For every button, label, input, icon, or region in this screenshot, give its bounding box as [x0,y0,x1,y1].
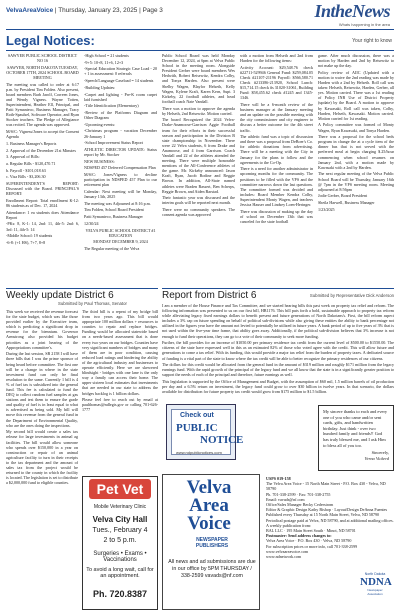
report-body [162,303,394,401]
legal-text: The next regular meeting of the Velva Public School Board will be Thursday, January 16th @ 7pm in the VPS meeting room. Meeting adjourned at 8:56pm [318,171,394,192]
legal-notices-title: Legal Notices: [6,33,95,48]
report-byline: Submitted by Representative Dick Anderson [309,293,394,298]
legal-text: M/S/C: Vigness/Jones to accept the Consent Agenda [6,129,79,140]
pet-vet-note: To avoid a long wait, call for an appointment. [86,567,154,579]
legal-column-4 [240,53,313,285]
legal-text: Jodie Gerber, Board President [318,193,368,199]
usps-address: The Velva Area Voice - 15 North Main Street - P.O. Box 430 - Velva, ND 58790 [266,481,386,492]
legal-text: b. Payroll - $101,018.63 [6,167,46,173]
usps-staff-3: Published every Thursday at 15 North Main Street, Velva, ND 58790 [266,512,380,518]
separator: | [53,7,59,14]
legal-text: -School Improvement Status Report [84,140,144,146]
weekly-update-byline: Submitted by Paul Thomas, Senator [58,301,127,306]
legal-text: 1/23/2025 [318,206,335,212]
legal-text: -Review of the Platforms Diagram and Other Diagram [84,110,157,121]
legal-column-5 [318,53,394,285]
legal-text: -Title Identification (Elementary) [84,103,139,109]
weekly-text: My second bill would create a sales tax release for large investments in animal ag facilities. The bill would allow someone who spends over $150,000 in a year on construction or repair of an animal agriculture facility to turn in their receipts to the tax department and the amount of sales tax from the project would be returned to the county in which the facility is located. The legislation is set to distribute a $2,000,000 fund to eligible counties. [6,429,79,486]
legal-text: The meeting was Adjourned at 8:16 p.m. [84,200,151,206]
legal-text: SAWYER PUBLIC SCHOOL DISTRICT NO 16 [7,53,78,64]
ndna-logo [360,572,390,606]
weekly-update-title: Weekly update District 6 [6,290,114,301]
legal-text: Calendar: Next meeting will be Monday, January 13th, 2025 [84,188,157,200]
legal-column-2 [84,53,157,285]
public-notice-line1: PUBLIC [176,422,218,434]
in-the-news-logo: IntheNews [314,1,390,21]
usps-staff-6: BAL LLC · 195 Main Street South · Minot, ND 58701 [266,528,356,534]
legal-text: Sheila Harwell, Business Manager [318,200,375,206]
legal-text: -6-8: (+1 HS), 7+7, 8+8 [6,239,46,245]
legal-text: -Special Education Strategic Case Load - 20 + 1 in assessment: 0 referrals [84,66,157,77]
vv-logo-voice: Voice [187,513,231,534]
legal-text: c. Visa Bills - $3,206.30 [6,174,46,180]
legal-text: The board Recognized the 2024 Velva-Drake-Anamoose-Garrison Aggie Football team for their efforts in their successful season and participation in the Division B state championship in November. There were 22 Velva students, 6 from Drake and Anamoose, and 4 from Garrison. Coach Vandall and 22 of the athletes attended the meeting. There were multiple honorable mentions of the All-Conference athletes of the game. Mr. Kirkeby announced: Jason Kraft, Ryan, Jacob Bodine and Reggie Brown. In addition, All-State named athletes were Braden Bassert, Ben Scherps, Reggie Brown, and Aiden Barstad. [162,117,235,194]
legal-text: There will be a 6-month review of the business manager at the January meeting and an update on the possible meeting with the city commissioner and city engineer to discuss a better outcome for the 4th street traffic. [240,102,313,133]
vv-newspaper: NEWSPAPER [196,537,228,543]
legal-text: Their fantastic year was discussed and the interim goals will be reported next month. [162,195,235,206]
vv-logo-area: Area [189,495,229,516]
weekly-text: This week we received the revenue forecast for the state budget, which was like those provided earlier by the Executive team, which is predicting a significant drop in revenue for the biennium. Governor Armstrong also provided his budget priorities as a joint hearing of the Appropriations committee's. [6,309,78,350]
legal-text: -PKs: 8, K-1: 14, 2nd: 11, 4th-5: 2nd: 6, 3rd: 11, 4th-5: 14 [6,221,79,232]
legal-text: MONDAY DECEMBER 9, 2024 [93,239,148,245]
legal-text: a. Regular Bills - $120,470.71 [6,160,56,166]
public-notice-line2: NOTICE [200,434,244,446]
legal-text: Attendance: 1 ea students does Attendance Report [6,209,79,220]
paper-name: VelvaAreaVoice [6,7,54,14]
pet-vet-time: 2 to 5 p.m. [103,537,137,544]
pet-vet-location: Velva City Hall [92,515,148,524]
legal-text: There was a motion to approve the agenda by Helseth, 2nd Reisewitz. Motion carried. [162,105,235,116]
thank-you-card [318,405,394,471]
header-divider [6,29,394,30]
ndna-line2: NDNA [360,576,392,588]
weekly-update-header [6,288,158,300]
report-text: The dollars for this credit would be allocated from the general fund in the amount of $319 million and roughly $171 million from the legacy earnings fund. With the rapid growth of the principal of the legacy fund and we all know that the state is in a significantly greater position to support the needs of each of the principal and therefore, future earnings as well. [162,362,394,378]
legal-text: ATHLETIC DIRECTOR UPDATE: Status report by Mr. Stocker [84,146,157,158]
legal-text: There was a proposal for the school beds program in change the at a cycle item of the dinner bus that is not served with the preferred meal at begin charging $.25/hour commencing when school resumes on January 2nd, with a motion made by Kawasaki with a 2nd by Harden. [318,134,394,170]
weekly-column-2 [82,309,158,475]
report-header [162,288,394,300]
legal-text: -Speech/Language Caseload = 14 students [84,78,154,84]
legal-text: A Policy committee was formed of Monty Wagen, Ryan Kawasaki, and Tonya Harden. [318,122,394,133]
legal-text: Patti Symanieco, Business Manager [84,214,143,220]
weekly-text: The third bill is a repeat of my bridge bill from two years ago. This bill would appropriate 100 million dollars + resources to counties to repair and replace bridges. Funding would be allocated statewide based on a needs-based assessment that is done every two years on our bridges. Counties have very significant numbers of bridges and many of them are in poor condition, causing reduced load ratings and hindering the ability of the agricultural industry and businesses to operate efficiently. Here we are skewered blindsight - bridges with one lane is the only way a family can access their home. The upper sixteen local estimates that investments that are needed in our state to address the bridges backlog is 1 billion dollars. [82,309,158,396]
legal-text: The athletic fund was a topic of discussion and there was a proposal from DeBoer's Co. for athletic donations from advertising. There will be a meeting with the City in January for the plans to follow and the agreements to the Co-Op. [240,134,313,165]
ndna-line3: Newspaper Association [367,588,383,596]
legal-text: -Christmas program - vacation December 26-January 1 [84,128,157,139]
legal-text: M/S/C: Jones/Vigness to decline participation in NDSPED 457 Plan to our retirement plan [84,172,157,188]
usps-staff-4: Periodical postage paid at Velva, ND 58790, and at additional mailing offices. [266,517,394,523]
usps-subscriptions: For subscription prices or more info, call 701-338-2599 [266,543,358,549]
report-text: This legislation is supported by the Office of Management and Budget, with the assumption of $60 mil, 1.5 million barrels of oil production per day and a 6.5% return on investment, the legacy fund could grow to over $30 billion in twelve years. In that scenario, the dollars available for distribution for future property tax credit would grow from $175 million to $1.5 billion. [162,379,394,395]
legal-text: -Upcoming events: [84,121,116,127]
legal-text: Policy review of AIIC (Updated with a motion to waive the 2nd reading was made by Harden with a 2nd by Helseth. Roll call was taken: Helseth, Reisewitz, Harden, Gerber, all yes. Motion carried. There was a 1st reading of Policy INB Use of District Property (update) by the Board. A motion to approve by Kawasaki, Roll call was taken, Colby, Harden, Helseth, Kawasaki. Motion carried. Motion carried for 1st reading. [318,69,394,121]
legal-column-3 [162,53,235,285]
legal-text: -Middle School: 19 students [6,233,53,239]
legal-text: Activity Account: $29,548.76 check #22711-529946 General Fund: $259,084.05 Check #21107-21196 Payroll: $566,580.71 Check #213386-213920, School Lunch: $15,714.15 check #s 31020-31061, Building Fund: $58,455.62 check #1245 and 1345-1346. [240,64,313,101]
legal-column-1 [6,53,79,285]
weekly-text: During the last session, SB 2158 I will have three bills that I was the prime sponsor of being heard before committee. The first one will be a change in where in the state investment fund can only be final resolution to the same. Currently 1 bill is 4 % of fuel tax is subsidized into the general fund. This fee is calculated to fund the DEQ to collect random fuel samples at gas stations and test them to ensure the grade and quality of fuel is in least equal to what is advertised as being sold. My bill will move this revenue from the general fund in the Department of Environmental Quality, who are the ones doing the inspections. [6,351,78,428]
pet-vet-phone[interactable]: Ph. 720.8387 [92,589,148,599]
report-text: I am a member of the House Finance and Tax Committee, and we started hearing bills this past week on property tax relief and reform. The following information was presented to us on our first bill, HB1176. This bill puts forth a bold, sustainable approach to property tax reform while alleviating legacy fixed earnings dollars to benefit present and future generations of North Dakotans's. First, the bill reform aspect includes a 3% cap on future spending on behalf of political sub-divisions while also giving these entities the ability to bank percentage not utilized in the figures year have the amount not levied to potentially be utilized in future years. A bank period of up to five years of 3% that is not used within the five-year time frame, that ability goes away. Additionally, if the political sub-division believes that 3% increase is not enough to fund their operations, they can go to a vote of their community to seek more funding. [162,303,394,339]
legal-text: The Regular meeting of the Velva [84,245,140,251]
legal-text: There were no community speakers. The consent agenda was approved [162,207,235,218]
usps-email[interactable]: Email: vavads@nf.com [266,496,305,502]
legal-text: 1. Business Manager's Reports [6,140,57,146]
legal-tagline: Your right to know [352,38,392,44]
usps-phone: Ph. 701-338-2599 · Fax: 701-338-2755 [266,491,331,497]
issue-date: Thursday, January 23, 2025 [58,7,138,14]
usps-number: USPS 019-158 [266,476,291,481]
legal-text: The meeting was called to order at 6:17 p.m. by President Tim Folden. Also present, board members Barb Jarolf, Correen Jones, and Wendy Vigness. Wayne Totten, Superintendent, Heather Ell, Principal, and Patti Symanieco, Business Manager, Tracy Roth-Spaulsel, Software Operator, and Ryan Stocker teachers. The Pledge of Allegiance was recited. The agenda was approved. [6,81,79,128]
public-notice-ad[interactable] [166,404,244,460]
usps-staff-2: Editor & Graphic Design Kathy Bishop · Layout/Design DeAnna Fuentes [266,507,388,513]
vv-submission-note: All news and ad submissions are due in our office by 5PM THURSDAY / 338-2599 vavads@nf.com [168,559,256,579]
legal-text: -Carpet and lighting - Pre-K room carpet laid furnished [84,91,157,102]
usps-website[interactable]: www.velvaareavoice.com [266,548,309,554]
pet-vet-ad[interactable] [82,476,158,610]
in-the-news-masthead [310,1,390,27]
thanks-closing: Sincerely, [371,450,389,456]
legal-text: 3. Approval of Bills: [6,154,40,160]
page-header-info [6,7,163,14]
pet-vet-clinic: Mobile Veterinary Clinic [93,504,147,510]
legal-text: -Building Updates: [84,84,116,90]
usps-staff-5: A weekly publication from: [266,522,312,528]
usps-staff-1: Office/Sales Manager Becky Cederstrom [266,502,334,508]
thanks-signature: Verna Vickerd [364,455,389,461]
public-notice-card [171,409,244,455]
separator: | [137,7,143,14]
ndna-line1: North Dakota [364,572,386,576]
usps-postmaster: Postmaster: Send address changes to: [266,533,332,539]
legal-text: game. After much discussion, there was a motion by Harden and 2nd by Reisewitz to not make up the day. [318,53,394,69]
vv-logo-velva: Velva [186,477,232,498]
vv-newspaper-publishers [165,537,259,549]
legal-text: 12/30/24 [84,220,99,226]
page-number: Page 3 [142,7,163,14]
thanks-body: My sincere thanks to each and every one of you who came and/or sent cards, gifts, and handwritten birthday. Just think - over two hundred family and friends!! God has truly blessed me, and I ask Him to bless all of you too. [323,409,388,448]
legal-text: -9+5: 10+8, 11+6, 12+3 [84,59,124,65]
usps-postmaster-address: Velva Area Voice · P.O. Box 430 · Velva, ND 58790 [266,538,352,544]
public-notice-check: Check out [180,412,214,419]
legal-text: Enrollment Report: Total enrollment K-12: 86 students as of Dec. 17, 2024 [6,197,79,208]
legal-text: VELVA PUBLIC SCHOOL DISTRICT #1 EDUCATION [85,227,156,238]
legal-text: Public School Board was held Monday December 12, 2024, at 6pm at Velva Public School in the meeting room. Alongside President Gerber were board members Wes Hedwith, Robert Reisewitz, Kendra Colby, and Tonya Harden. Also present were Shelby Wagen, Blaylor Helseth, Kelly Wagen, Kylene Kraft, Karen Kern, Supt. 3 Kirkeby, 22 football athletes, and head football coach Nate Vandall. [162,53,235,104]
report-text: Further, the bill provides for an increase of $1050.00 per primary residence tax credit from the current level of $500.00 to $1550.00. The citizens of the state have expressed well in this as an estimated 82% of those who voted agree with the credit. This will allow future and generations to come a tax relief. With its funding, this would provide a major tax relief from the burden of property taxes. A dedicated source of funding is a vital part of the state to know where the tax credit will be able to better recognize the primary residences of our citizens. [162,340,394,361]
legal-text: NEW BUSINESS: [84,158,115,164]
public-notice-site: www.ndpublicnotices.com [176,450,222,455]
legal-divider [6,50,394,51]
report-title: Report from District 6 [162,290,257,301]
in-the-news-tagline: Whats happening in the area [338,22,390,27]
legal-text: 2. Approval of the December 21st Minutes [6,147,76,153]
legal-text: with a motion from Helseth and 2nd from Harden for the following items: [240,53,313,64]
weekly-column-1 [6,309,78,609]
legal-text: NDSPED 457 Deferred Compensation Plan [84,165,156,171]
velva-area-voice-logo [165,477,253,534]
legal-text: There is a need for another administrator in upcoming months for the community. The positions to be filled with the VPS and the committee narrows down the last questions. The committee formed was decided and includes: Board Member Kendra Colby, Superintendent Monty Wagen, and teachers Jessica Hauser and Lindsey Loen-Heringer. [240,166,313,207]
page-header [0,0,400,30]
legal-text: Tim Folden, School Board President [84,207,144,213]
pet-vet-logo: Pet Vet [89,479,151,499]
pet-vet-days: Tues., February 4 [92,527,148,534]
legal-text: There was discussion of making up the day of school on December 13th that was canceled for the state football [240,208,313,224]
legal-text: -High School = 21 students [84,53,129,58]
usps-website-2[interactable]: www.ndnetwork.com [266,554,302,560]
velva-area-voice-ad [162,474,260,610]
vv-publishers: PUBLISHERS [195,543,229,549]
legal-text: SAWYER, NORTH DAKOTA TUESDAY, OCTOBER 17TH, 2024 SCHOOL BOARD MEETING [6,64,79,80]
weekly-text: Please feel free to reach out by email at paulthomas@ndlegis.gov or calling 701-626-1777 [82,397,158,413]
legal-text: SUPERINTENDENT'S REPORT: Discussed with the Board. PRINCIPAL'S REPORT: [6,181,79,197]
pet-vet-services: Surgeries • Exams • Vaccinations [93,551,147,563]
